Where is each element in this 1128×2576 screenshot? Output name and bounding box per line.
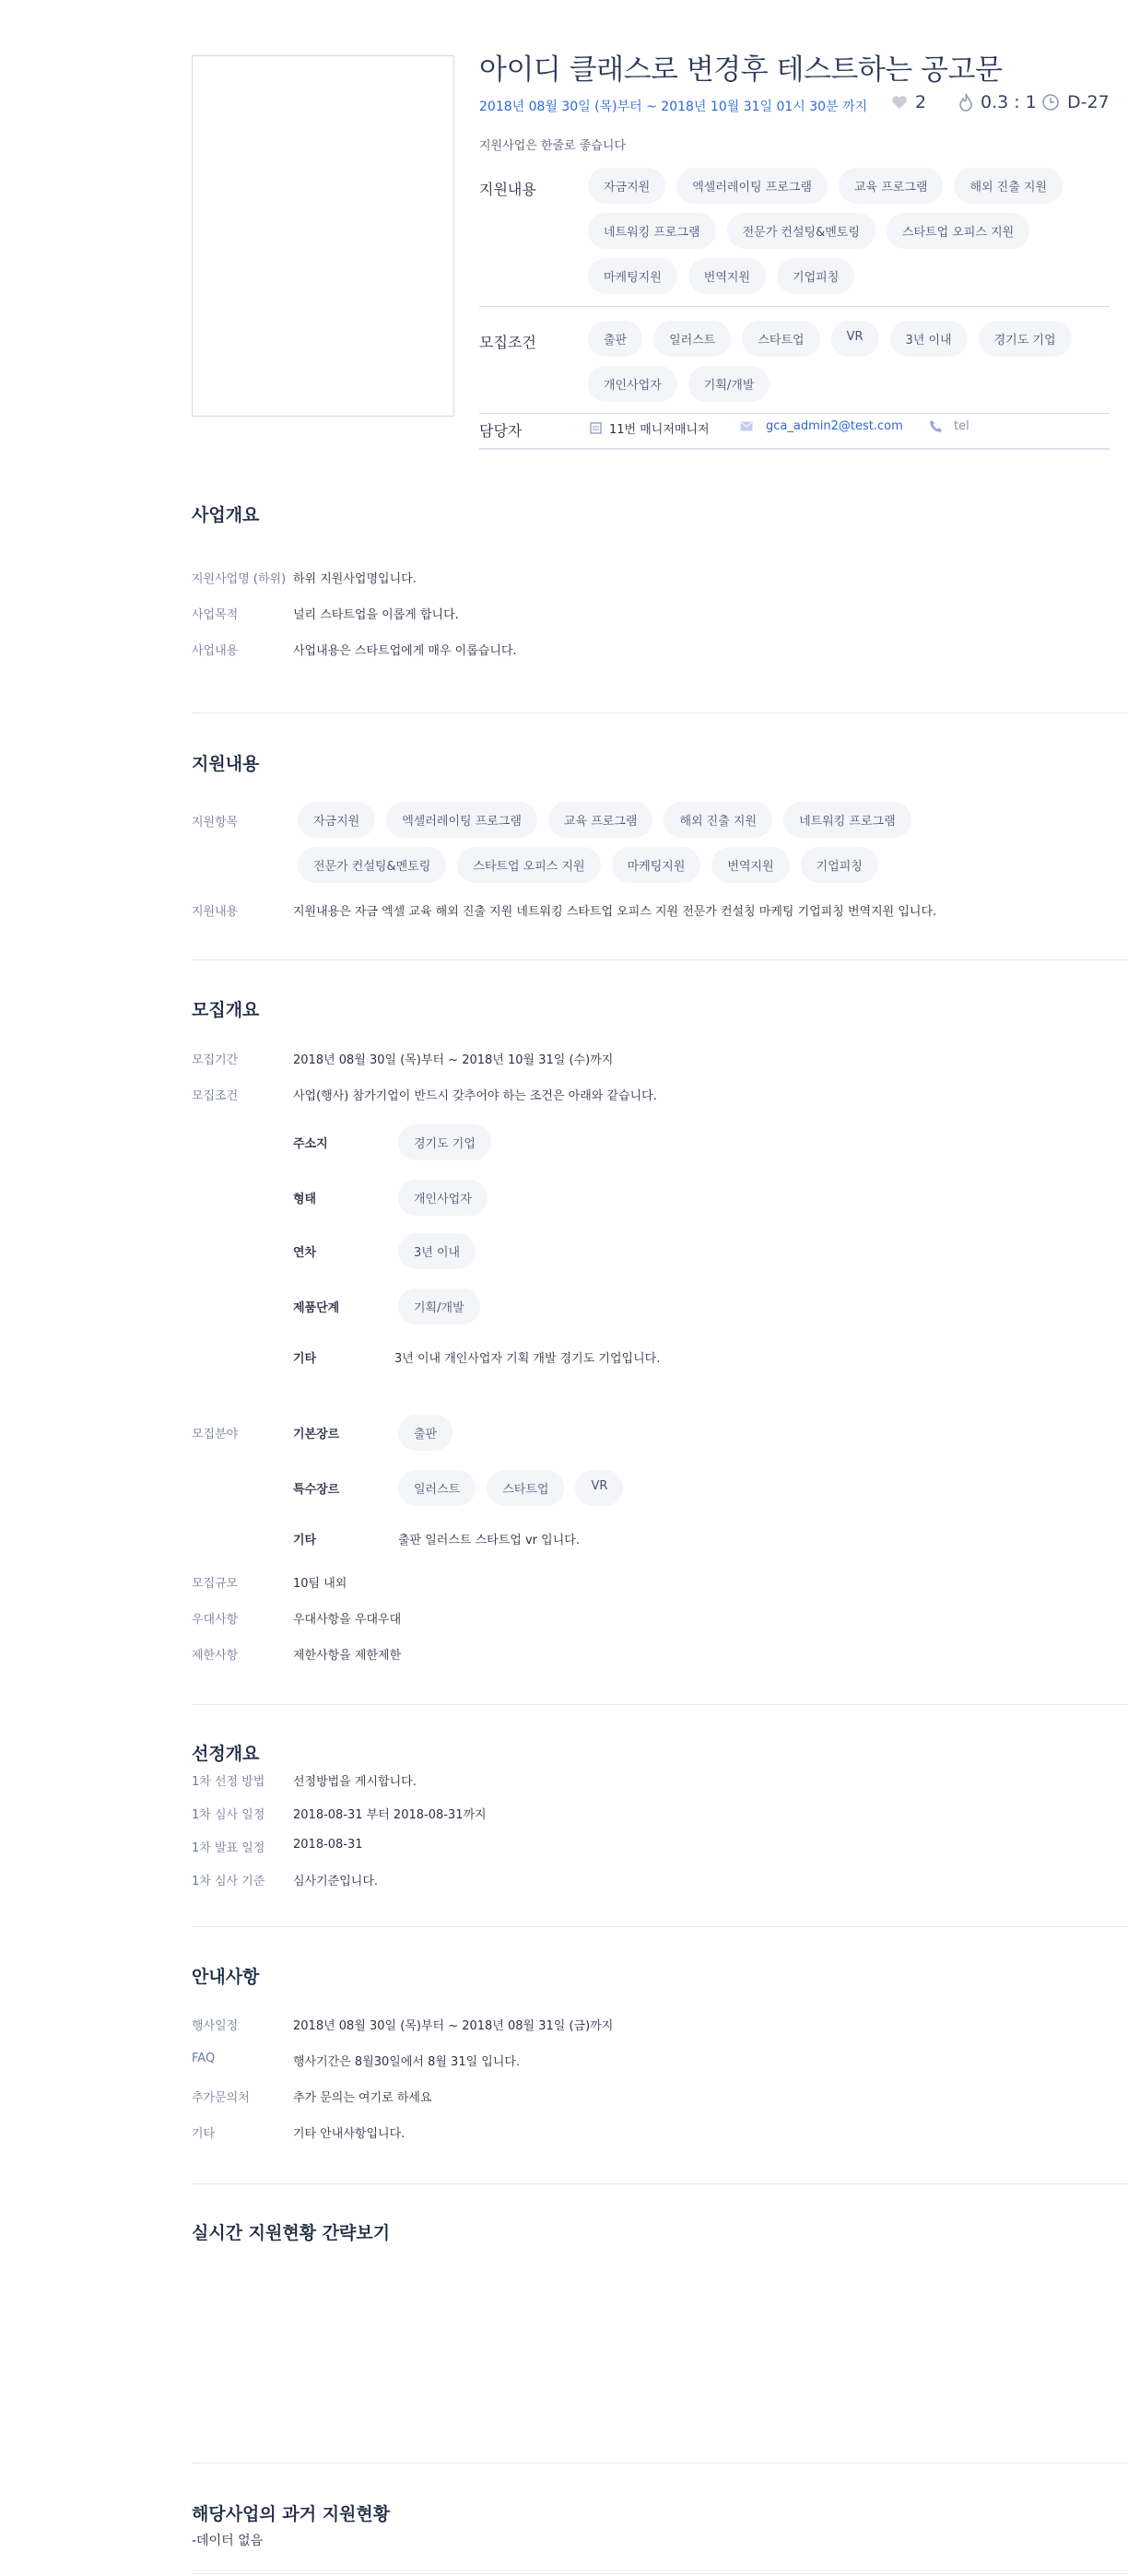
tag-chip: 마케팅지원 [612,847,701,883]
application-period: 2018년 08월 30일 (목)부터 ~ 2018년 10월 31일 01시 30분 까지 [479,100,868,114]
tag-chip: 출판 [588,321,642,357]
tag-chip: 네트워킹 프로그램 [588,213,716,249]
tag-chip: 교육 프로그램 [839,168,943,204]
selection-label: 1차 심사 일정 [192,1808,265,1822]
condition-years-label: 연차 [293,1246,317,1260]
program-thumbnail [192,55,454,417]
manager-label: 담당자 [479,422,523,440]
selection-value: 선정방법을 게시합니다. [293,1775,417,1789]
overview-value: 사업내용은 스타트업에게 매우 이롭습니다. [293,644,517,658]
section-divider [192,1704,1128,1705]
recruit-condition-label: 모집조건 [192,1089,239,1103]
field-special-label: 특수장르 [293,1483,340,1497]
selection-label: 1차 선정 방법 [192,1775,265,1789]
guide-title: 안내사항 [192,1967,260,1987]
recruit-title: 모집개요 [192,1000,260,1020]
guide-label: 행사일정 [192,2019,239,2033]
support-items-chip-list [298,802,924,883]
tag-chip: 일러스트 [398,1470,476,1506]
support-title: 지원내용 [192,754,260,774]
selection-label: 1차 심사 기준 [192,1875,265,1888]
support-chip-list [588,168,1067,294]
limit-label: 제한사항 [192,1649,239,1663]
support-content: 지원내용은 자금 엑셀 교육 해외 진출 지원 네트워킹 스타트업 오피스 지원 전문가 컨설칭 마케팅 기업피칭 번역지원 입니다. [293,905,937,919]
tag-chip: 스타트업 오피스 지원 [887,213,1029,249]
condition-chip: 3년 이내 [398,1233,476,1269]
heart-icon [891,95,908,110]
field-basic-chips [398,1415,452,1451]
overview-label: 사업목적 [192,608,239,622]
likes-counter[interactable] [891,92,926,112]
phone-icon [929,419,943,433]
guide-value: 기타 안내사항입니다. [293,2127,405,2141]
realtime-title: 실시간 지원현황 간략보기 [192,2223,391,2243]
overview-label: 사업내용 [192,644,239,658]
field-basic-label: 기본장르 [293,1428,340,1441]
tag-chip: 개인사업자 [588,366,677,402]
tag-chip: 해외 진출 지원 [664,802,772,838]
recruit-condition-desc: 사업(행사) 참가기업이 반드시 갖추어야 하는 조건은 아래와 같습니다. [293,1089,657,1103]
tag-chip: 일러스트 [653,321,731,357]
selection-value: 심사기준입니다. [293,1875,379,1888]
condition-chip: 경기도 기업 [398,1124,491,1160]
tag-chip: 스타트업 [487,1470,564,1506]
divider [479,413,1110,414]
guide-label: 기타 [192,2127,216,2141]
selection-value: 2018-08-31 부터 2018-08-31까지 [293,1808,487,1822]
tag-chip: 3년 이내 [890,321,968,357]
tag-chip: 경기도 기업 [979,321,1072,357]
support-content-label: 지원내용 [192,905,239,919]
manager-tel[interactable]: tel [929,419,969,433]
selection-label: 1차 발표 일정 [192,1841,265,1855]
clock-icon [1041,93,1060,112]
condition-chip: 개인사업자 [398,1180,488,1216]
divider [479,448,1110,450]
tag-chip: 자금지원 [588,168,665,204]
overview-label: 지원사업명 (하위) [192,572,287,586]
condition-etc-label: 기타 [293,1352,317,1366]
tag-chip: 기업피칭 [777,258,854,294]
overview-title: 사업개요 [192,505,260,525]
section-divider [192,2463,1128,2464]
guide-value: 추가 문의는 여기로 하세요 [293,2091,432,2105]
condition-chip-list [588,321,1076,402]
mail-icon [740,421,753,431]
divider [479,306,1110,307]
tag-chip: 기획/개발 [688,366,770,402]
manager-name: 11번 매니저매니저 [590,419,710,437]
preference-value: 우대사항을 우대우대 [293,1613,402,1627]
tag-chip: 출판 [398,1415,452,1451]
recruit-period: 2018년 08월 30일 (목)부터 ~ 2018년 10월 31일 (수)까지 [293,1053,614,1067]
past-title: 해당사업의 과거 지원현황 [192,2504,391,2524]
dday-value: D-27 [1067,92,1110,112]
scale-label: 모집규모 [192,1577,239,1591]
tag-chip: 스타트업 [742,321,819,357]
fire-icon [958,93,973,112]
support-items-label: 지원항목 [192,816,239,829]
condition-stage-label: 제품단계 [293,1301,340,1315]
tag-chip: 엑셀러레이팅 프로그램 [386,802,537,838]
guide-value: 2018년 08월 30일 (목)부터 ~ 2018년 08월 31일 (금)까지 [293,2019,614,2033]
scale-value: 10팀 내외 [293,1577,347,1591]
section-divider [192,712,1128,713]
section-divider [192,2183,1128,2184]
guide-label: FAQ [192,2052,216,2065]
tag-chip: 자금지원 [298,802,375,838]
ratio-value: 0.3 : 1 [981,92,1037,112]
field-special-chips [398,1470,623,1506]
overview-value: 널리 스타트업을 이롭게 합니다. [293,608,459,622]
tag-chip: 전문가 컨설팅&멘토링 [727,213,875,249]
tag-chip: 전문가 컨설팅&멘토링 [298,847,446,883]
tag-chip: 번역지원 [688,258,766,294]
tag-chip: 스타트업 오피스 지원 [457,847,600,883]
condition-type-label: 형태 [293,1193,317,1206]
recruit-period-label: 모집기간 [192,1053,239,1067]
section-divider [192,2573,1128,2574]
tag-chip: 교육 프로그램 [548,802,652,838]
support-label: 지원내용 [479,181,536,198]
tag-chip: 네트워킹 프로그램 [783,802,911,838]
likes-count: 2 [915,92,927,112]
guide-value: 행사기간은 8월30일에서 8월 31일 입니다. [293,2055,521,2069]
past-empty: -데이터 없음 [192,2534,264,2548]
competition-ratio [958,92,1037,112]
manager-email[interactable]: gca_admin2@test.com [740,419,903,433]
selection-title: 선정개요 [192,1744,260,1764]
id-card-icon [590,422,602,434]
tag-chip: 기업피칭 [801,847,878,883]
section-divider [192,959,1128,960]
condition-etc: 3년 이내 개인사업자 기획 개발 경기도 기업입니다. [394,1352,661,1366]
field-etc: 출판 일러스트 스타트업 vr 입니다. [398,1534,580,1547]
tag-chip: VR [575,1470,623,1506]
condition-address-label: 주소지 [293,1137,328,1151]
deadline-countdown [1041,92,1110,112]
tag-chip: 마케팅지원 [588,258,677,294]
condition-label: 모집조건 [479,334,536,351]
preference-label: 우대사항 [192,1613,239,1627]
tag-chip: VR [831,321,879,357]
condition-chip: 기획/개발 [398,1288,480,1324]
overview-value: 하위 지원사업명입니다. [293,572,417,586]
tag-chip: 번역지원 [711,847,789,883]
guide-label: 추가문의처 [192,2091,250,2105]
one-line-intro: 지원사업은 한줄로 좋습니다 [479,139,626,153]
tag-chip: 해외 진출 지원 [954,168,1063,204]
tag-chip: 엑셀러레이팅 프로그램 [676,168,828,204]
limit-value: 제한사항을 제한제한 [293,1649,402,1663]
field-etc-label: 기타 [293,1534,317,1547]
page-title: 아이디 클래스로 변경후 테스트하는 공고문 [479,53,1003,87]
selection-value: 2018-08-31 [293,1838,363,1852]
section-divider [192,1926,1128,1927]
recruit-field-label: 모집분야 [192,1428,239,1441]
